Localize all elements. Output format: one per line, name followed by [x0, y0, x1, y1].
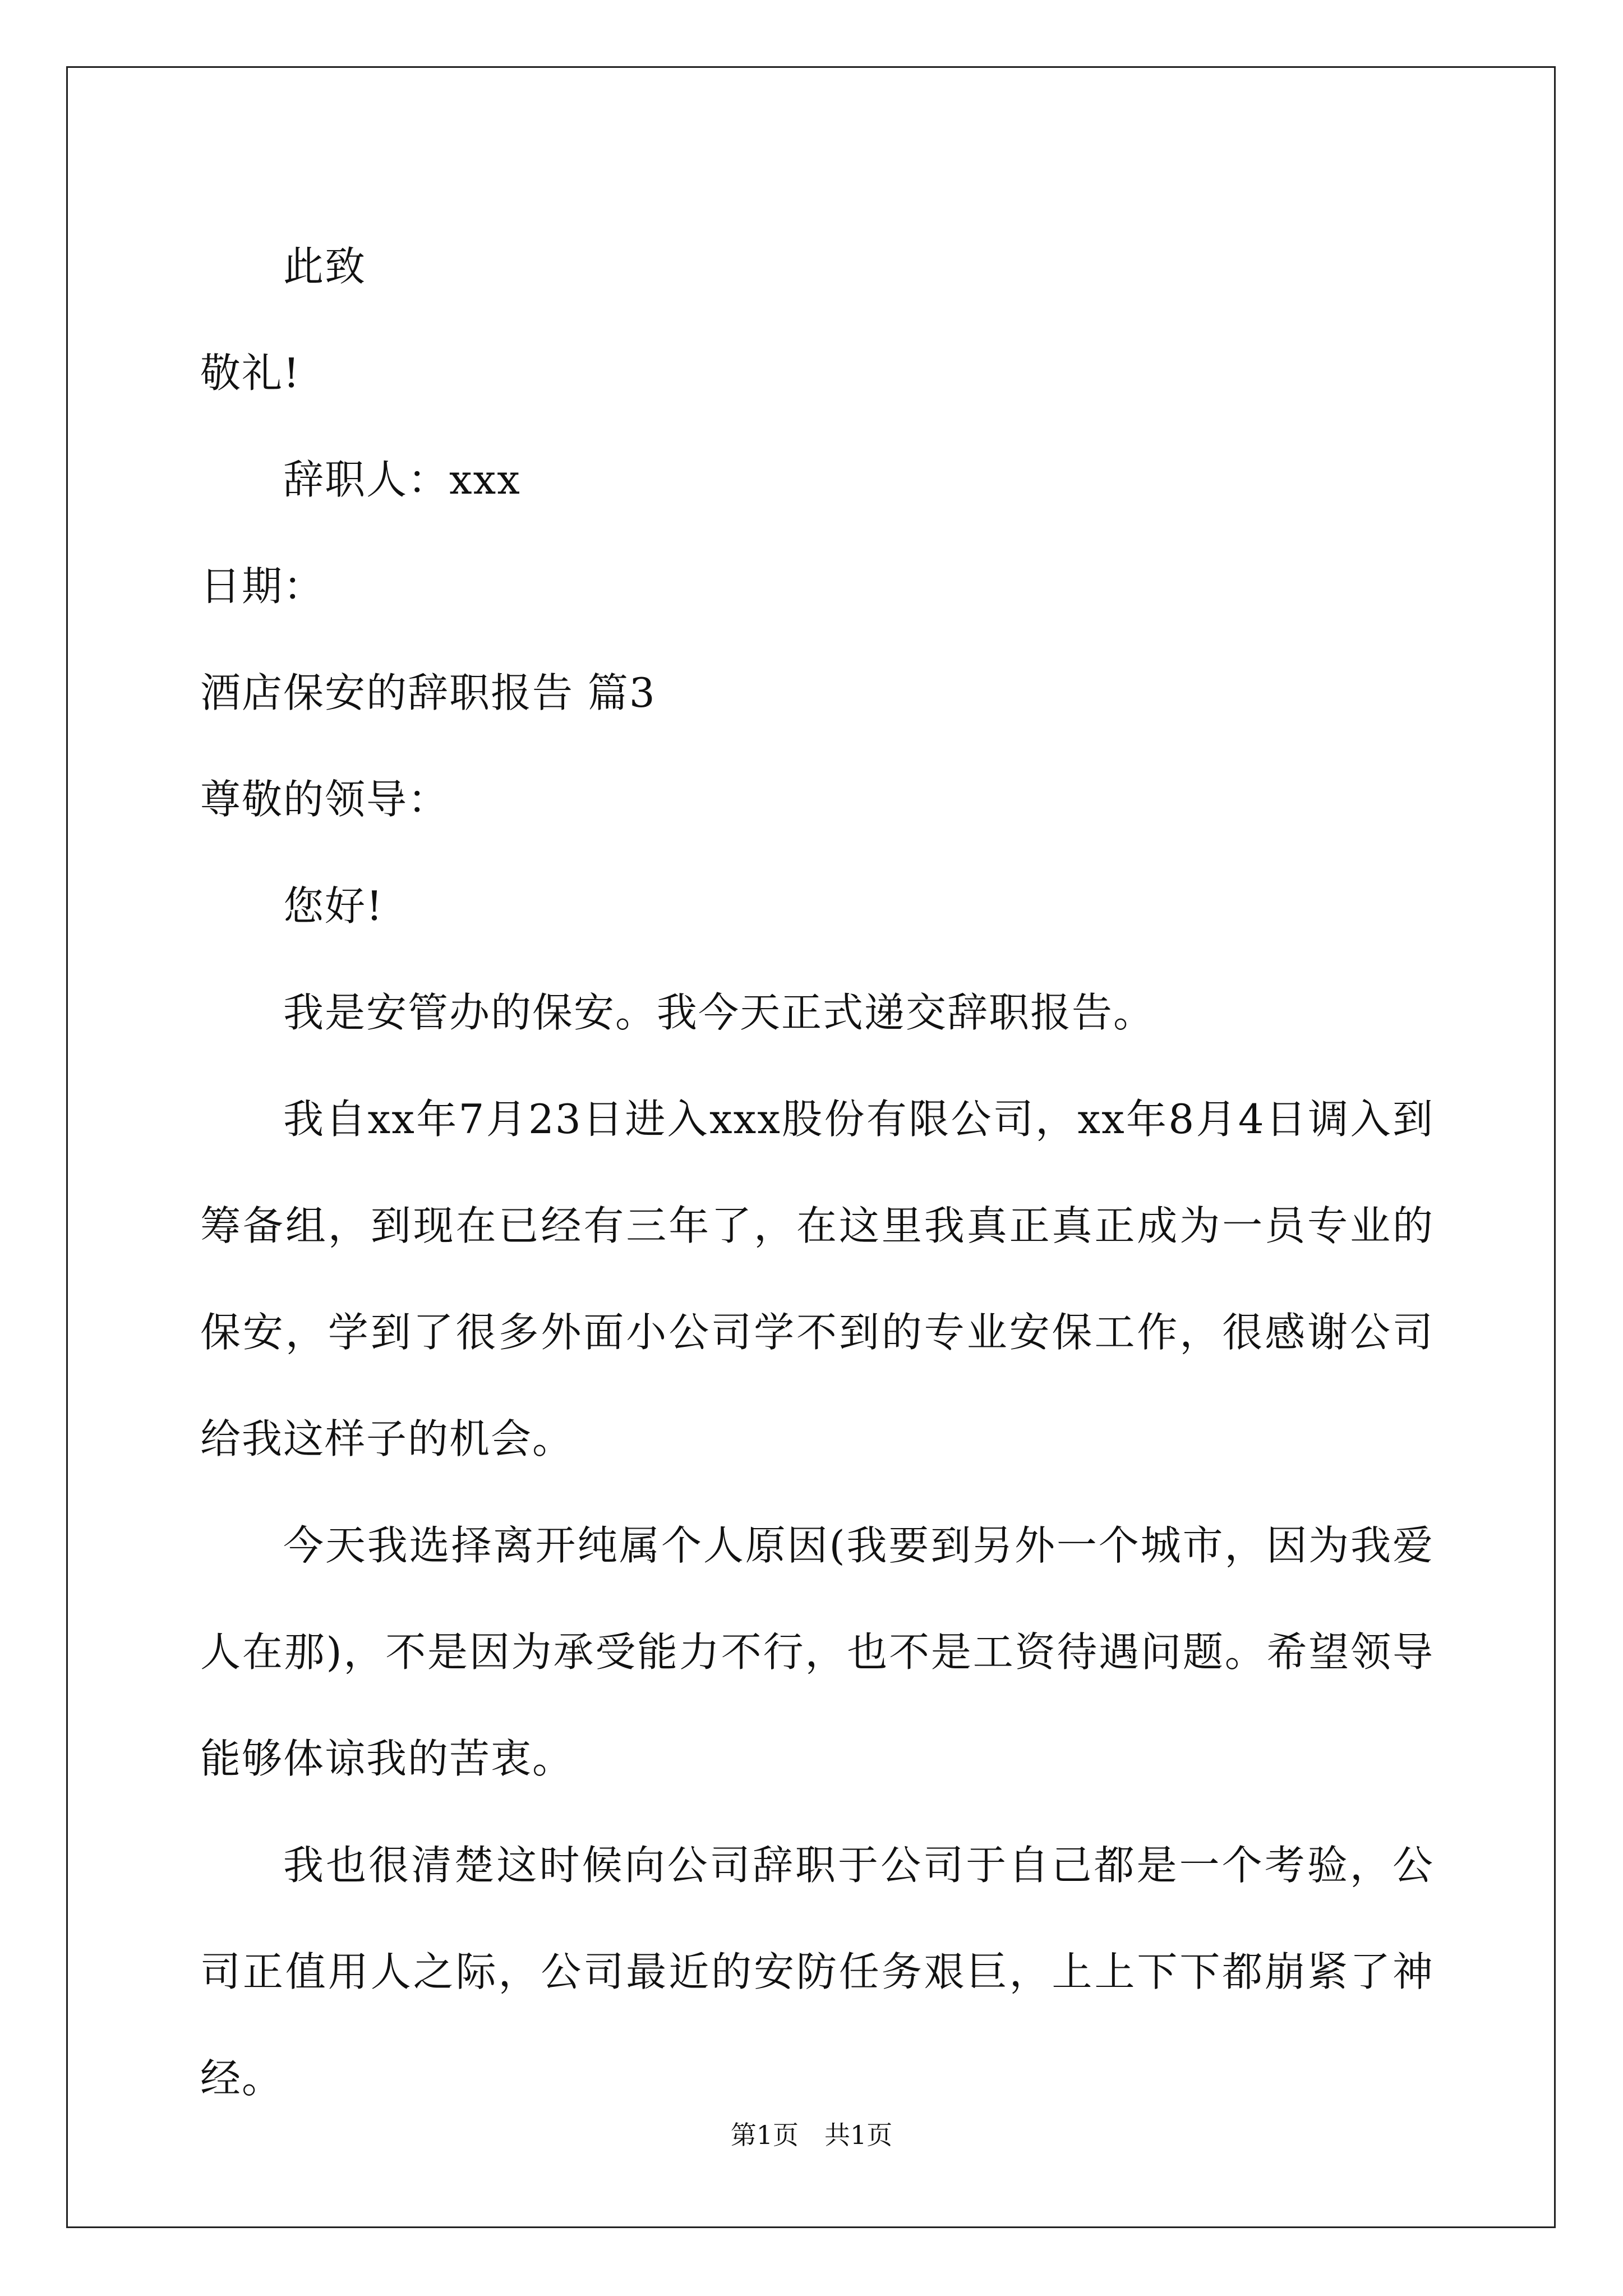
date-line: 日期：: [200, 563, 325, 610]
paragraph-reason: 今天我选择离开纯属个人原因(我要到另外一个城市，因为我爱人在那)，不是因为承受能力不行，也不是工资待遇问题。希望领导能够体谅我的苦衷。: [200, 1522, 1434, 1782]
hello-line: 您好!: [283, 882, 384, 930]
paragraph-history: 我自xx年7月23日进入xxx股份有限公司，xx年8月4日调入到筹备组，到现在已经有三年了，在这里我真正真正成为一员专业的保安，学到了很多外面小公司学不到的专业安保工作，很感谢公司给我这样子的机会。: [200, 1096, 1434, 1462]
page-footer: 第1页 共1页: [730, 2120, 893, 2150]
resigner-line: 辞职人：xxx: [283, 456, 521, 503]
intro-line: 我是安管办的保安。我今天正式递交辞职报告。: [283, 989, 1155, 1036]
greeting-line: 尊敬的领导：: [200, 776, 450, 823]
closing-line: 此致: [283, 243, 367, 290]
salute-line: 敬礼!: [200, 349, 301, 397]
paragraph-timing: 我也很清楚这时候向公司辞职于公司于自己都是一个考验，公司正值用人之际，公司最近的安防任务艰巨，上上下下都崩紧了神经。: [200, 1842, 1434, 2102]
document-body: [200, 213, 1434, 2132]
section-title: 酒店保安的辞职报告 篇3: [200, 669, 656, 716]
